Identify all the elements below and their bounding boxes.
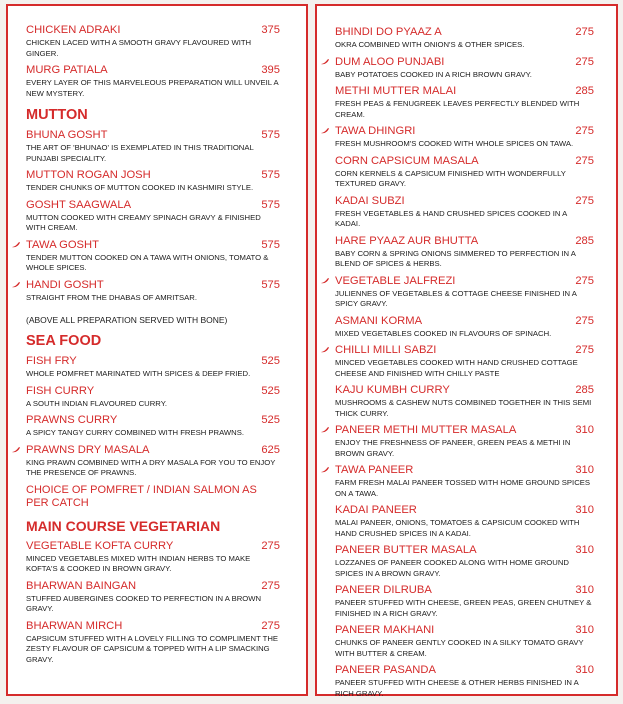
menu-item: [335, 544, 594, 579]
menu-item-header: [335, 26, 594, 39]
menu-item: [26, 355, 280, 380]
dish-name: BHARWAN BAINGAN: [26, 579, 137, 592]
dish-name: PANEER DILRUBA: [335, 584, 432, 596]
dish-description: TENDER CHUNKS OF MUTTON COOKED IN KASHMIRI STYLE.: [26, 183, 254, 192]
menu-item-header: [335, 315, 594, 328]
menu-item: [335, 584, 594, 619]
dish-description: CHICKEN LACED WITH A SMOOTH GRAVY FLAVOURED WITH GINGER.: [26, 38, 252, 58]
left-column: [8, 6, 306, 670]
dish-description: FRESH PEAS & FENUGREEK LEAVES PERFECTLY BLENDED WITH CREAM.: [335, 99, 580, 119]
menu-item: [26, 540, 280, 575]
menu-item-header: [335, 56, 594, 69]
menu-item: [26, 279, 280, 304]
menu-item: [26, 129, 280, 164]
menu-item: [26, 580, 280, 615]
menu-item-header: [26, 385, 280, 398]
dish-description: JULIENNES OF VEGETABLES & COTTAGE CHEESE FINISHED IN A SPICY GRAVY.: [335, 288, 577, 308]
menu-item-header: [26, 355, 280, 368]
menu-item: [26, 24, 280, 59]
dish-price: 285: [575, 234, 594, 247]
menu-item: [26, 385, 280, 410]
dish-name: KADAI SUBZI: [335, 194, 405, 207]
chili-pepper-icon: [320, 466, 330, 473]
dish-price: 310: [575, 504, 594, 516]
catch-choice-note: CHOICE OF POMFRET / INDIAN SALMON AS PER CATCH: [26, 483, 257, 509]
menu-item-header: [335, 85, 594, 98]
dish-name: METHI MUTTER MALAI: [335, 85, 457, 97]
menu-item: [26, 620, 280, 666]
menu-item-header: [26, 239, 280, 252]
dish-description: LOZZANES OF PANEER COOKED ALONG WITH HOME GROUND SPICES IN A BROWN GRAVY.: [335, 558, 569, 578]
menu-item-header: [335, 544, 594, 557]
menu-item-header: [26, 444, 280, 457]
dish-name: ASMANI KORMA: [335, 314, 423, 327]
menu-item-header: [335, 424, 594, 437]
section-heading-mutton: MUTTON: [26, 107, 88, 123]
menu-item-header: [335, 275, 594, 288]
menu-item: [335, 504, 594, 539]
menu-item: [335, 275, 594, 310]
menu-item: [26, 444, 280, 479]
menu-item: [26, 199, 280, 234]
dish-name: PANEER PASANDA: [335, 664, 436, 676]
menu-item: [335, 315, 594, 340]
chili-pepper-icon: [11, 446, 21, 453]
dish-description: TENDER MUTTON COOKED ON A TAWA WITH ONIONS, TOMATO & WHOLE SPICES.: [26, 252, 269, 272]
section-heading-veg: MAIN COURSE VEGETARIAN: [26, 517, 221, 534]
menu-item: [335, 464, 594, 499]
menu-item-header: [335, 235, 594, 248]
dish-price: 310: [575, 424, 594, 436]
menu-item-header: [26, 24, 280, 37]
dish-name: VEGETABLE KOFTA CURRY: [26, 539, 174, 552]
dish-name: PANEER BUTTER MASALA: [335, 544, 477, 556]
menu-item-header: [26, 414, 280, 427]
dish-description: CAPSICUM STUFFED WITH A LOVELY FILLING TO COMPLIMENT THE ZESTY FLAVOUR OF CAPSICUM & TOPPED WITH A LIP SMACKING GRAVY.: [26, 633, 279, 664]
menu-item: [335, 344, 594, 379]
dish-price: 575: [261, 169, 280, 181]
menu-item-header: [335, 195, 594, 208]
menu-item-header: [335, 384, 594, 397]
dish-price: 375: [261, 24, 280, 36]
menu-item: [335, 125, 594, 150]
dish-description: MINCED VEGETABLES COOKED WITH HAND CRUSHED COTTAGE CHEESE AND FINISHED WITH CHILLY PASTE: [335, 358, 578, 378]
dish-name: TAWA PANEER: [335, 464, 414, 476]
menu-item-header: [335, 664, 594, 677]
dish-name: BHUNA GOSHT: [26, 129, 108, 141]
dish-description: BABY POTATOES COOKED IN A RICH BROWN GRAVY.: [335, 69, 532, 79]
dish-description: STUFFED AUBERGINES COOKED TO PERFECTION IN A BROWN GRAVY.: [26, 593, 262, 613]
dish-name: GOSHT SAAGWALA: [26, 198, 132, 211]
dish-description: MIXED VEGETABLES COOKED IN FLAVOURS OF SPINACH.: [335, 328, 552, 338]
dish-description: STRAIGHT FROM THE DHABAS OF AMRITSAR.: [26, 292, 197, 302]
menu-item-header: [26, 129, 280, 142]
chili-pepper-icon: [320, 277, 330, 284]
dish-name: PANEER MAKHANI: [335, 624, 435, 636]
chili-pepper-icon: [11, 281, 21, 288]
dish-price: 575: [261, 198, 280, 211]
menu-item-header: [26, 540, 280, 553]
dish-name: CHICKEN ADRAKI: [26, 24, 121, 36]
chili-pepper-icon: [320, 426, 330, 433]
dish-name: BHINDI DO PYAAZ A: [335, 26, 442, 38]
dish-price: 275: [575, 125, 594, 137]
dish-description: PANEER STUFFED WITH CHEESE, GREEN PEAS, GREEN CHUTNEY & FINISHED IN A RICH GRAVY.: [335, 598, 592, 618]
menu-item-header: [335, 584, 594, 597]
dish-description: EVERY LAYER OF THIS MARVELEOUS PREPARATION WILL UNVEIL A NEW MYSTERY.: [26, 78, 279, 98]
dish-name: CORN CAPSICUM MASALA: [335, 154, 479, 167]
dish-price: 310: [575, 624, 594, 636]
dish-name: MURG PATIALA: [26, 64, 108, 76]
menu-item-header: [26, 169, 280, 182]
dish-price: 310: [575, 544, 594, 556]
menu-item: [335, 384, 594, 419]
bone-note: (ABOVE ALL PREPARATION SERVED WITH BONE): [26, 315, 228, 325]
menu-item-header: [26, 580, 280, 593]
dish-price: 575: [261, 238, 280, 251]
dish-name: BHARWAN MIRCH: [26, 619, 123, 632]
chili-pepper-icon: [320, 127, 330, 134]
dish-price: 275: [575, 314, 594, 327]
dish-name: PANEER METHI MUTTER MASALA: [335, 424, 517, 436]
dish-description: FARM FRESH MALAI PANEER TOSSED WITH HOME GROUND SPICES ON A TAWA.: [335, 478, 591, 498]
dish-description: A SOUTH INDIAN FLAVOURED CURRY.: [26, 398, 167, 408]
menu-item-header: [26, 279, 280, 292]
dish-price: 275: [575, 55, 594, 68]
menu-item: [335, 235, 594, 270]
dish-name: MUTTON ROGAN JOSH: [26, 169, 151, 181]
dish-name: HANDI GOSHT: [26, 278, 104, 291]
menu-item-header: [26, 620, 280, 633]
menu-item: [26, 64, 280, 99]
menu-item-header: [335, 155, 594, 168]
dish-price: 310: [575, 464, 594, 476]
dish-price: 275: [575, 274, 594, 287]
dish-description: PANEER STUFFED WITH CHEESE & OTHER HERBS FINISHED IN A RICH GRAVY.: [335, 678, 579, 698]
dish-price: 525: [261, 414, 280, 426]
menu-item-header: [335, 464, 594, 477]
chili-pepper-icon: [320, 58, 330, 65]
menu-item: [335, 85, 594, 120]
dish-price: 275: [575, 194, 594, 207]
dish-name: FISH FRY: [26, 355, 77, 367]
menu-item: [335, 155, 594, 190]
dish-price: 575: [261, 129, 280, 141]
dish-description: CHUNKS OF PANEER GENTLY COOKED IN A SILKY TOMATO GRAVY WITH BUTTER & CREAM.: [335, 638, 584, 658]
dish-name: DUM ALOO PUNJABI: [335, 55, 445, 68]
menu-item-header: [26, 64, 280, 77]
right-column: [317, 6, 616, 704]
menu-panel-left: [6, 4, 308, 696]
menu-item: [335, 56, 594, 81]
dish-price: 275: [575, 154, 594, 167]
dish-name: VEGETABLE JALFREZI: [335, 274, 456, 287]
dish-price: 525: [261, 384, 280, 397]
dish-name: PRAWNS DRY MASALA: [26, 443, 150, 456]
menu-item-header: [26, 199, 280, 212]
dish-description: ENJOY THE FRESHNESS OF PANEER, GREEN PEAS & METHI IN BROWN GRAVY.: [335, 438, 571, 458]
menu-item: [335, 26, 594, 51]
menu-item-header: [335, 624, 594, 637]
dish-price: 395: [261, 64, 280, 76]
menu-item: [26, 169, 280, 194]
dish-description: CORN KERNELS & CAPSICUM FINISHED WITH WONDERFULLY TEXTURED GRAVY.: [335, 168, 566, 188]
dish-price: 310: [575, 584, 594, 596]
dish-description: THE ART OF 'BHUNAO' IS EXEMPLATED IN THIS TRADITIONAL PUNJABI SPECIALITY.: [26, 143, 254, 163]
dish-price: 525: [261, 355, 280, 367]
dish-price: 275: [575, 26, 594, 38]
dish-name: KADAI PANEER: [335, 504, 417, 516]
menu-item: [335, 664, 594, 699]
dish-price: 275: [261, 579, 280, 592]
chili-pepper-icon: [320, 346, 330, 353]
dish-description: FRESH MUSHROOM'S COOKED WITH WHOLE SPICES ON TAWA.: [335, 139, 574, 148]
dish-price: 275: [261, 619, 280, 632]
dish-description: WHOLE POMFRET MARINATED WITH SPICES & DEEP FRIED.: [26, 369, 251, 378]
dish-price: 625: [261, 443, 280, 456]
dish-description: MINCED VEGETABLES MIXED WITH INDIAN HERBS TO MAKE KOFTA'S & COOKED IN BROWN GRAVY.: [26, 553, 251, 573]
dish-price: 285: [575, 85, 594, 97]
chili-pepper-icon: [11, 241, 21, 248]
dish-price: 275: [261, 539, 280, 552]
section-heading-seafood: SEA FOOD: [26, 333, 102, 349]
dish-description: FRESH VEGETABLES & HAND CRUSHED SPICES COOKED IN A KADAI.: [335, 208, 567, 228]
dish-description: BABY CORN & SPRING ONIONS SIMMERED TO PERFECTION IN A BLEND OF SPICES & HERBS.: [335, 248, 576, 268]
menu-item: [26, 239, 280, 274]
dish-description: MUSHROOMS & CASHEW NUTS COMBINED TOGETHER IN THIS SEMI THICK CURRY.: [335, 398, 592, 418]
dish-description: KING PRAWN COMBINED WITH A DRY MASALA FOR YOU TO ENJOY THE PRESENCE OF PRAWNS.: [26, 457, 276, 477]
dish-description: A SPICY TANGY CURRY COMBINED WITH FRESH PRAWNS.: [26, 428, 244, 437]
dish-name: PRAWNS CURRY: [26, 414, 118, 426]
dish-description: MUTTON COOKED WITH CREAMY SPINACH GRAVY & FINISHED WITH CREAM.: [26, 212, 261, 232]
menu-panel-right: [315, 4, 618, 696]
dish-price: 275: [575, 344, 594, 356]
menu-item-header: [335, 504, 594, 517]
menu-item-header: [335, 125, 594, 138]
dish-name: TAWA GOSHT: [26, 238, 99, 251]
dish-description: OKRA COMBINED WITH ONION'S & OTHER SPICES.: [335, 40, 525, 49]
menu-item: [335, 424, 594, 459]
menu-item: [335, 195, 594, 230]
dish-price: 575: [261, 278, 280, 291]
dish-price: 310: [575, 664, 594, 676]
menu-item: [26, 414, 280, 439]
dish-name: CHILLI MILLI SABZI: [335, 344, 437, 356]
menu-item-header: [335, 344, 594, 357]
dish-price: 285: [575, 384, 594, 396]
dish-name: HARE PYAAZ AUR BHUTTA: [335, 234, 479, 247]
dish-name: TAWA DHINGRI: [335, 125, 416, 137]
dish-name: FISH CURRY: [26, 384, 95, 397]
dish-name: KAJU KUMBH CURRY: [335, 384, 450, 396]
dish-description: MALAI PANEER, ONIONS, TOMATOES & CAPSICUM COOKED WITH HAND CRUSHED SPICES IN A KADAI.: [335, 518, 580, 538]
menu-item: [335, 624, 594, 659]
